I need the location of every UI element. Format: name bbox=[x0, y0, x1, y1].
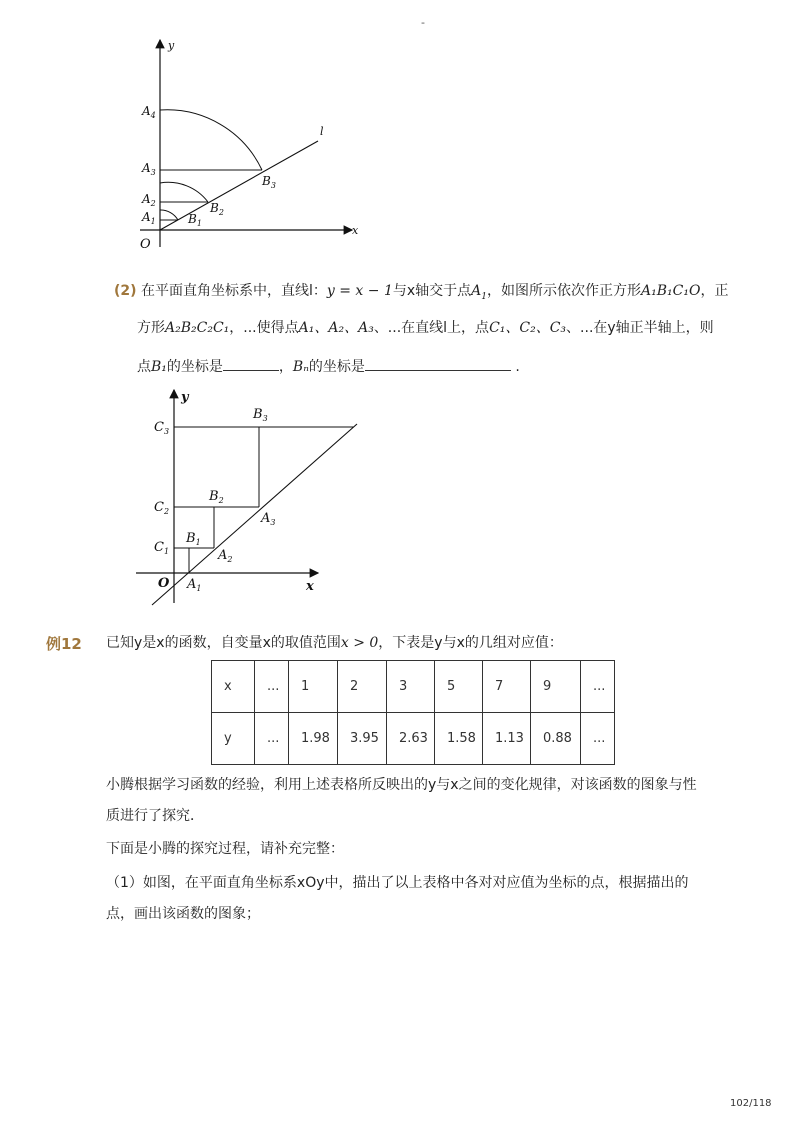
page-number: 102/118 bbox=[730, 1098, 772, 1109]
part2-line2-pts: A₁、A₂、A₃ bbox=[298, 320, 374, 336]
part2-line1-pre: 在平面直角坐标系中，直线l： bbox=[141, 283, 327, 299]
figure-1 bbox=[130, 35, 370, 260]
part2-line1-mid: 与x轴交于点 bbox=[392, 283, 472, 299]
part2-line1-eq: y = x − 1 bbox=[326, 283, 393, 299]
paragraph-3-line-1: （1）如图，在平面直角坐标系xOy中，描出了以上表格中各对对应值为坐标的点，根据描出的 bbox=[106, 875, 689, 891]
fig2-label-a2: $A_2$ bbox=[218, 548, 233, 564]
part2-line1-sq: A₁B₁C₁O bbox=[641, 283, 701, 299]
part2-line-1 bbox=[114, 281, 728, 307]
part2-line2-sq: A₂B₂C₂C₁ bbox=[165, 320, 230, 336]
fig1-arc-1 bbox=[160, 210, 178, 220]
fig2-label-b2: $B_2$ bbox=[209, 489, 224, 505]
part2-line2-pts2: C₁、C₂、C₃ bbox=[489, 320, 567, 336]
fig2-label-o: O bbox=[158, 576, 170, 591]
table-cell: ... bbox=[255, 713, 289, 765]
table-cell: 1.13 bbox=[483, 713, 531, 765]
fig1-label-l: l bbox=[320, 125, 324, 138]
fig1-label-a1: $A_1$ bbox=[142, 210, 156, 226]
table-cell: 3.95 bbox=[338, 713, 387, 765]
part2-line1-end: ，正 bbox=[700, 283, 729, 299]
fig1-label-a2: $A_2$ bbox=[142, 192, 156, 208]
table-cell: 0.88 bbox=[531, 713, 581, 765]
fig1-label-a3: $A_3$ bbox=[142, 161, 156, 177]
paragraph-1-line-1: 小腾根据学习函数的经验，利用上述表格所反映出的y与x之间的变化规律，对该函数的图象与性 bbox=[106, 777, 697, 793]
paragraph-1-line-2: 质进行了探究． bbox=[106, 808, 204, 824]
fig2-line bbox=[152, 424, 357, 605]
paragraph-2: 下面是小腾的探究过程，请补充完整： bbox=[106, 841, 344, 857]
table-cell: ... bbox=[581, 661, 615, 713]
table-cell: ... bbox=[255, 661, 289, 713]
fig2-label-b1: $B_1$ bbox=[186, 531, 201, 547]
fig1-label-o: O bbox=[140, 237, 151, 252]
fig2-label-b3: $B_3$ bbox=[253, 407, 268, 423]
fig1-label-y: y bbox=[168, 39, 175, 52]
fig1-label-a4: $A_4$ bbox=[142, 104, 156, 120]
part2-number: (2) bbox=[114, 283, 137, 299]
figure-2 bbox=[130, 385, 370, 610]
fig1-arc-3 bbox=[160, 110, 262, 170]
paragraph-3-line-2: 点，画出该函数的图象； bbox=[106, 906, 260, 922]
example-statement: 已知y是x的函数，自变量x的取值范围x > 0，下表是y与x的几组对应值： bbox=[106, 635, 563, 651]
answer-blank-bn[interactable] bbox=[365, 356, 511, 371]
value-table bbox=[211, 660, 615, 765]
fig2-label-a3: $A_3$ bbox=[261, 511, 276, 527]
fig2-label-y: y bbox=[181, 390, 189, 405]
table-cell: 7 bbox=[483, 661, 531, 713]
table-cell: 3 bbox=[387, 661, 435, 713]
part2-line1-pt: $A_1$ bbox=[471, 283, 488, 302]
table-cell: ... bbox=[581, 713, 615, 765]
table-cell: 5 bbox=[435, 661, 483, 713]
fig2-label-c2: $C_2$ bbox=[154, 500, 170, 516]
fig2-label-x: x bbox=[306, 579, 314, 594]
part2-line-3: 点B₁的坐标是 ，Bₙ的坐标是 . bbox=[137, 356, 520, 377]
fig1-label-b1: $B_1$ bbox=[188, 212, 202, 228]
table-row bbox=[212, 661, 615, 713]
table-row bbox=[212, 713, 615, 765]
table-cell: 9 bbox=[531, 661, 581, 713]
fig1-line-l bbox=[160, 141, 318, 230]
table-cell: x bbox=[212, 661, 255, 713]
fig2-label-a1: $A_1$ bbox=[187, 577, 202, 593]
example-label: 例12 bbox=[46, 635, 82, 653]
fig1-label-b2: $B_2$ bbox=[210, 201, 224, 217]
header-mark: - bbox=[421, 16, 425, 29]
fig2-label-c1: $C_1$ bbox=[154, 540, 170, 556]
table-cell: 1.98 bbox=[289, 713, 338, 765]
table-cell: 1 bbox=[289, 661, 338, 713]
answer-blank-b1[interactable] bbox=[223, 356, 279, 371]
table-cell: y bbox=[212, 713, 255, 765]
table-cell: 1.58 bbox=[435, 713, 483, 765]
fig1-label-b3: $B_3$ bbox=[262, 174, 276, 190]
part2-line1-post: ，如图所示依次作正方形 bbox=[487, 283, 642, 299]
fig2-label-c3: $C_3$ bbox=[154, 420, 170, 436]
table-cell: 2 bbox=[338, 661, 387, 713]
fig1-arc-2 bbox=[160, 182, 208, 202]
example-domain: x > 0 bbox=[340, 635, 379, 651]
table-cell: 2.63 bbox=[387, 713, 435, 765]
part2-line3-pt: B₁ bbox=[151, 359, 167, 375]
part2-line-2: 方形A₂B₂C₂C₁，...使得点A₁、A₂、A₃、...在直线l上，点C₁、C₂、C₃、...在y轴正半轴上，则 bbox=[137, 320, 714, 336]
fig1-label-x: x bbox=[352, 224, 359, 237]
part2-line3-pt2: Bₙ bbox=[292, 359, 309, 375]
